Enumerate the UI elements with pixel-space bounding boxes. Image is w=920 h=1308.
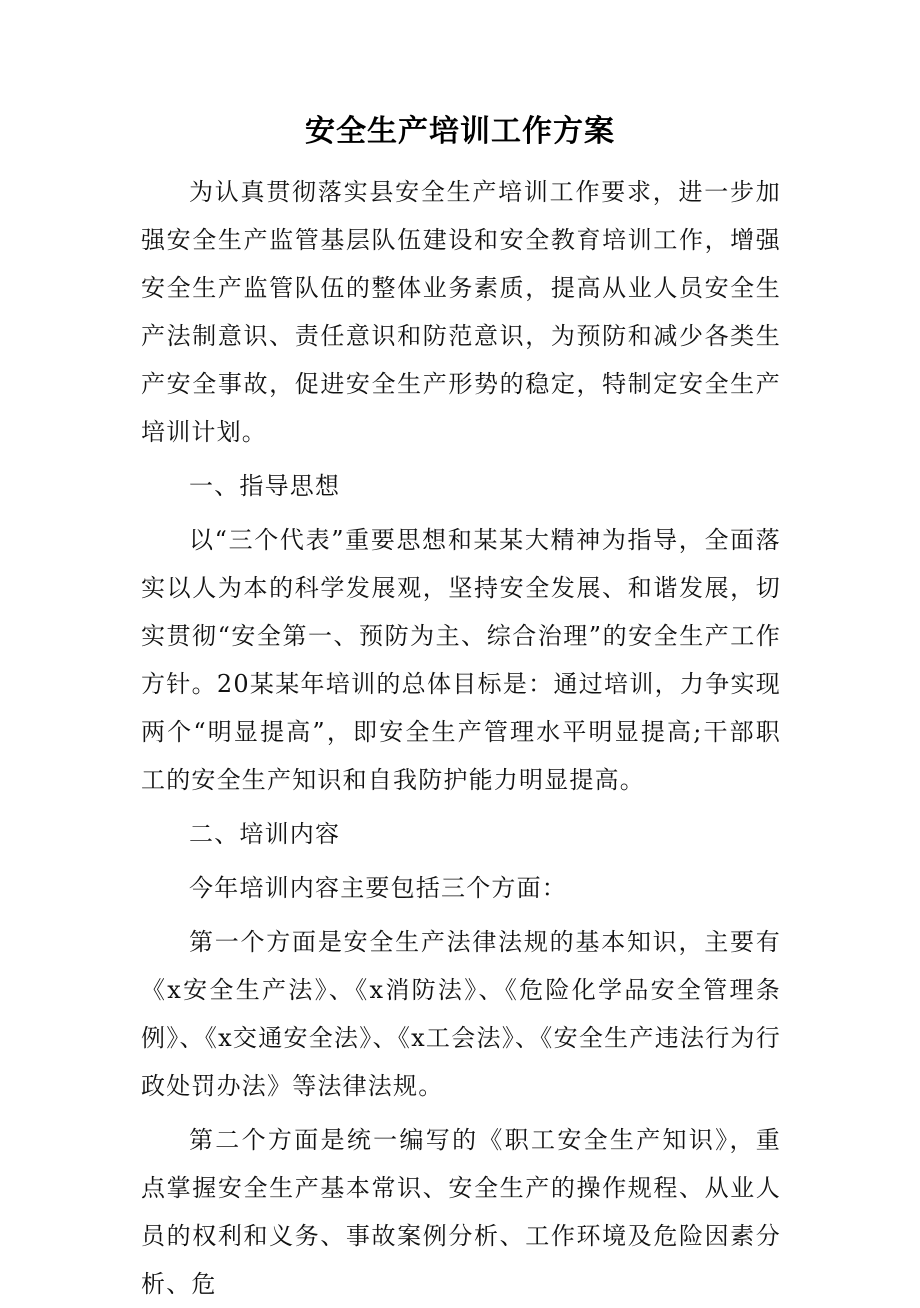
section-heading-training-content: 二、培训内容 xyxy=(189,820,341,848)
paragraph-training-aspect-two: 第二个方面是统一编写的《职工安全生产知识》，重点掌握安全生产基本常识、安全生产的操作规程、从业人员的权利和义务、事故案例分析、工作环境及危险因素分析、危 xyxy=(141,1126,781,1298)
paragraph-guiding-ideology: 以“三个代表”重要思想和某某大精神为指导，全面落实以人为本的科学发展观，坚持安全发展、和谐发展，切实贯彻“安全第一、预防为主、综合治理”的安全生产工作方针。20某某年培训的总体目标是：通过培训，力争实现两个“明显提高”，即安全生产管理水平明显提高;干部职工的安全生产知识和自我防护能力明显提高。 xyxy=(141,526,781,794)
document-body xyxy=(141,168,781,1308)
paragraph-training-aspect-one: 第一个方面是安全生产法律法规的基本知识，主要有《x安全生产法》、《x消防法》、《危险化学品安全管理条例》、《x交通安全法》、《x工会法》、《安全生产违法行为行政处罚办法》等法律法规。 xyxy=(141,928,781,1100)
section-heading-guiding-ideology: 一、指导思想 xyxy=(189,472,341,500)
paragraph-training-overview: 今年培训内容主要包括三个方面： xyxy=(189,874,567,902)
document-title: 安全生产培训工作方案 xyxy=(305,114,615,149)
paragraph-intro: 为认真贯彻落实县安全生产培训工作要求，进一步加强安全生产监管基层队伍建设和安全教育培训工作，增强安全生产监管队伍的整体业务素质，提高从业人员安全生产法制意识、责任意识和防范意识，为预防和减少各类生产安全事故，促进安全生产形势的稳定，特制定安全生产培训计划。 xyxy=(141,178,781,446)
